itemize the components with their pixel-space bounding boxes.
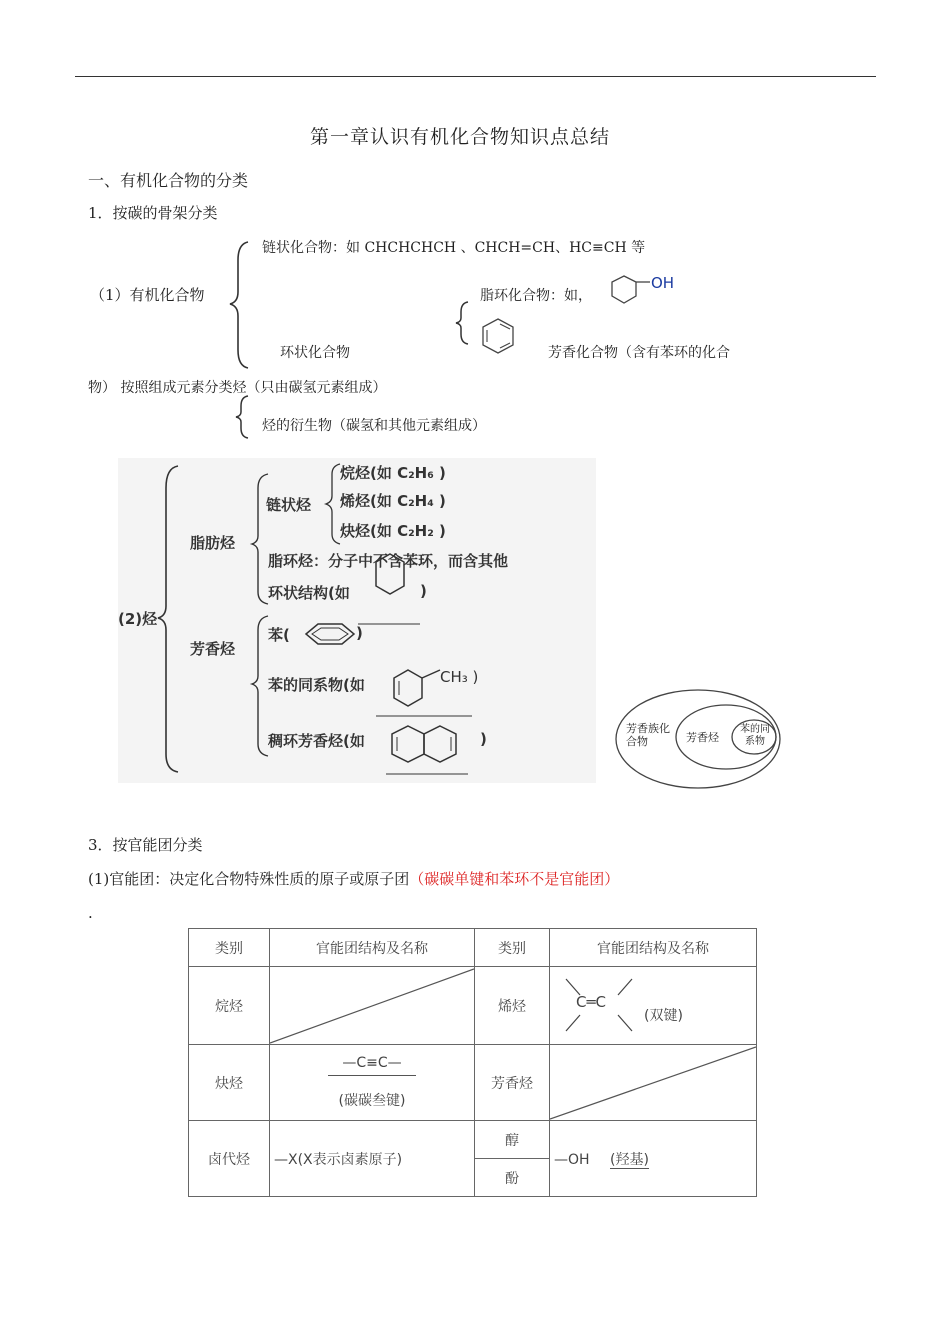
header-rule xyxy=(75,76,876,77)
diagonal-line xyxy=(550,1045,756,1121)
cell-halo-fg: —X(X表示卤素原子) xyxy=(270,1121,475,1197)
derivative-brace xyxy=(234,394,250,440)
ch3-label: CH₃ ) xyxy=(440,668,479,686)
cell-alkyne: 炔烃 xyxy=(189,1045,270,1121)
fg-definition-text: (1)官能团：决定化合物特殊性质的原子或原子团 xyxy=(88,870,410,888)
sub-heading: 1．按碳的骨架分类 xyxy=(88,204,218,222)
alkyne-fg-text: —C≡C— xyxy=(342,1055,402,1071)
cell-alkane: 烷烃 xyxy=(189,967,270,1045)
cell-haloalkane: 卤代烃 xyxy=(189,1121,270,1197)
cell-aromatic-empty xyxy=(550,1045,757,1121)
cell-phenol: 酚 xyxy=(475,1159,550,1197)
hydrocarbon-figure xyxy=(118,458,596,783)
cell-aromatic: 芳香烃 xyxy=(475,1045,550,1121)
ring-close-paren: ) xyxy=(420,582,427,600)
hydrocarbon-label: (2)烃 xyxy=(118,610,158,628)
header-category-2: 类别 xyxy=(475,929,550,967)
page-title: 第一章认识有机化合物知识点总结 xyxy=(310,126,611,148)
cell-alkene-fg xyxy=(550,967,757,1045)
alkane-label: 烷烃(如 C₂H₆ ) xyxy=(340,464,446,482)
cyclic-compounds: 环状化合物 xyxy=(280,345,350,361)
classification-line: 物） 按照组成元素分类烃（只由碳氢元素组成） xyxy=(88,380,387,396)
big-brace xyxy=(228,240,252,370)
stray-dot: . xyxy=(88,904,93,922)
alkyne-underline xyxy=(328,1075,416,1076)
header-structure-2: 官能团结构及名称 xyxy=(550,929,757,967)
fg-note: （碳碳单键和苯环不是官能团） xyxy=(409,870,620,888)
oh-label: OH xyxy=(651,274,675,292)
small-brace xyxy=(454,300,470,346)
organic-label: （1）有机化合物 xyxy=(90,286,205,304)
alicyclic-desc: 脂环烃：分子中不含苯环，而含其他 xyxy=(268,552,509,570)
header-category-1: 类别 xyxy=(189,929,270,967)
alkene-fg-text: C═C xyxy=(576,993,606,1011)
fused-label: 稠环芳香烃(如 xyxy=(268,732,365,750)
aromatic-compounds: 芳香化合物（含有苯环的化合 xyxy=(548,345,730,361)
aliphatic-label: 脂肪烃 xyxy=(190,534,236,552)
alkyne-label: 炔烃(如 C₂H₂ ) xyxy=(340,522,446,540)
cell-alcohol: 醇 xyxy=(475,1121,550,1159)
oh-fg-name: (羟基) xyxy=(610,1151,649,1168)
section3-heading: 3．按官能团分类 xyxy=(88,836,203,854)
ring-structure-label: 环状结构(如 xyxy=(268,584,350,602)
chain-hc-label: 链状烃 xyxy=(266,496,312,514)
benzene-close-paren: ) xyxy=(356,624,363,642)
chain-compounds: 链状化合物：如 CHCHCHCH 、CHCH=CH、HC≡CH 等 xyxy=(262,240,646,256)
alkene-label: 烯烃(如 C₂H₄ ) xyxy=(340,492,446,510)
venn-outer-label: 芳香族化合物 xyxy=(626,722,670,748)
cell-alkyne-fg xyxy=(270,1045,475,1121)
aromatic-hc-label: 芳香烃 xyxy=(190,640,236,658)
benzene-icon xyxy=(478,316,518,356)
venn-inner-label: 苯的同系物 xyxy=(740,724,770,747)
cell-oh-fg xyxy=(550,1121,757,1197)
cell-alkane-empty xyxy=(270,967,475,1045)
section-heading: 一、有机化合物的分类 xyxy=(88,171,249,190)
alkyne-fg-name: (碳碳叁键) xyxy=(338,1093,406,1109)
oh-fg-text: —OH xyxy=(554,1151,590,1168)
diagonal-line xyxy=(270,967,474,1045)
cyclohexanol-icon xyxy=(608,272,652,312)
functional-group-table xyxy=(188,928,757,1197)
header-structure-1: 官能团结构及名称 xyxy=(270,929,475,967)
venn-mid-label: 芳香烃 xyxy=(686,731,719,744)
fg-definition xyxy=(88,868,619,889)
alicyclic-compounds: 脂环化合物：如， xyxy=(480,288,592,304)
homolog-label: 苯的同系物(如 xyxy=(268,676,365,694)
fused-close-paren: ) xyxy=(480,730,487,748)
derivative-text: 烃的衍生物（碳氢和其他元素组成） xyxy=(262,418,486,434)
cell-alkene: 烯烃 xyxy=(475,967,550,1045)
benzene-label: 苯( xyxy=(268,626,290,644)
alkene-fg-name: (双键) xyxy=(644,1008,683,1024)
